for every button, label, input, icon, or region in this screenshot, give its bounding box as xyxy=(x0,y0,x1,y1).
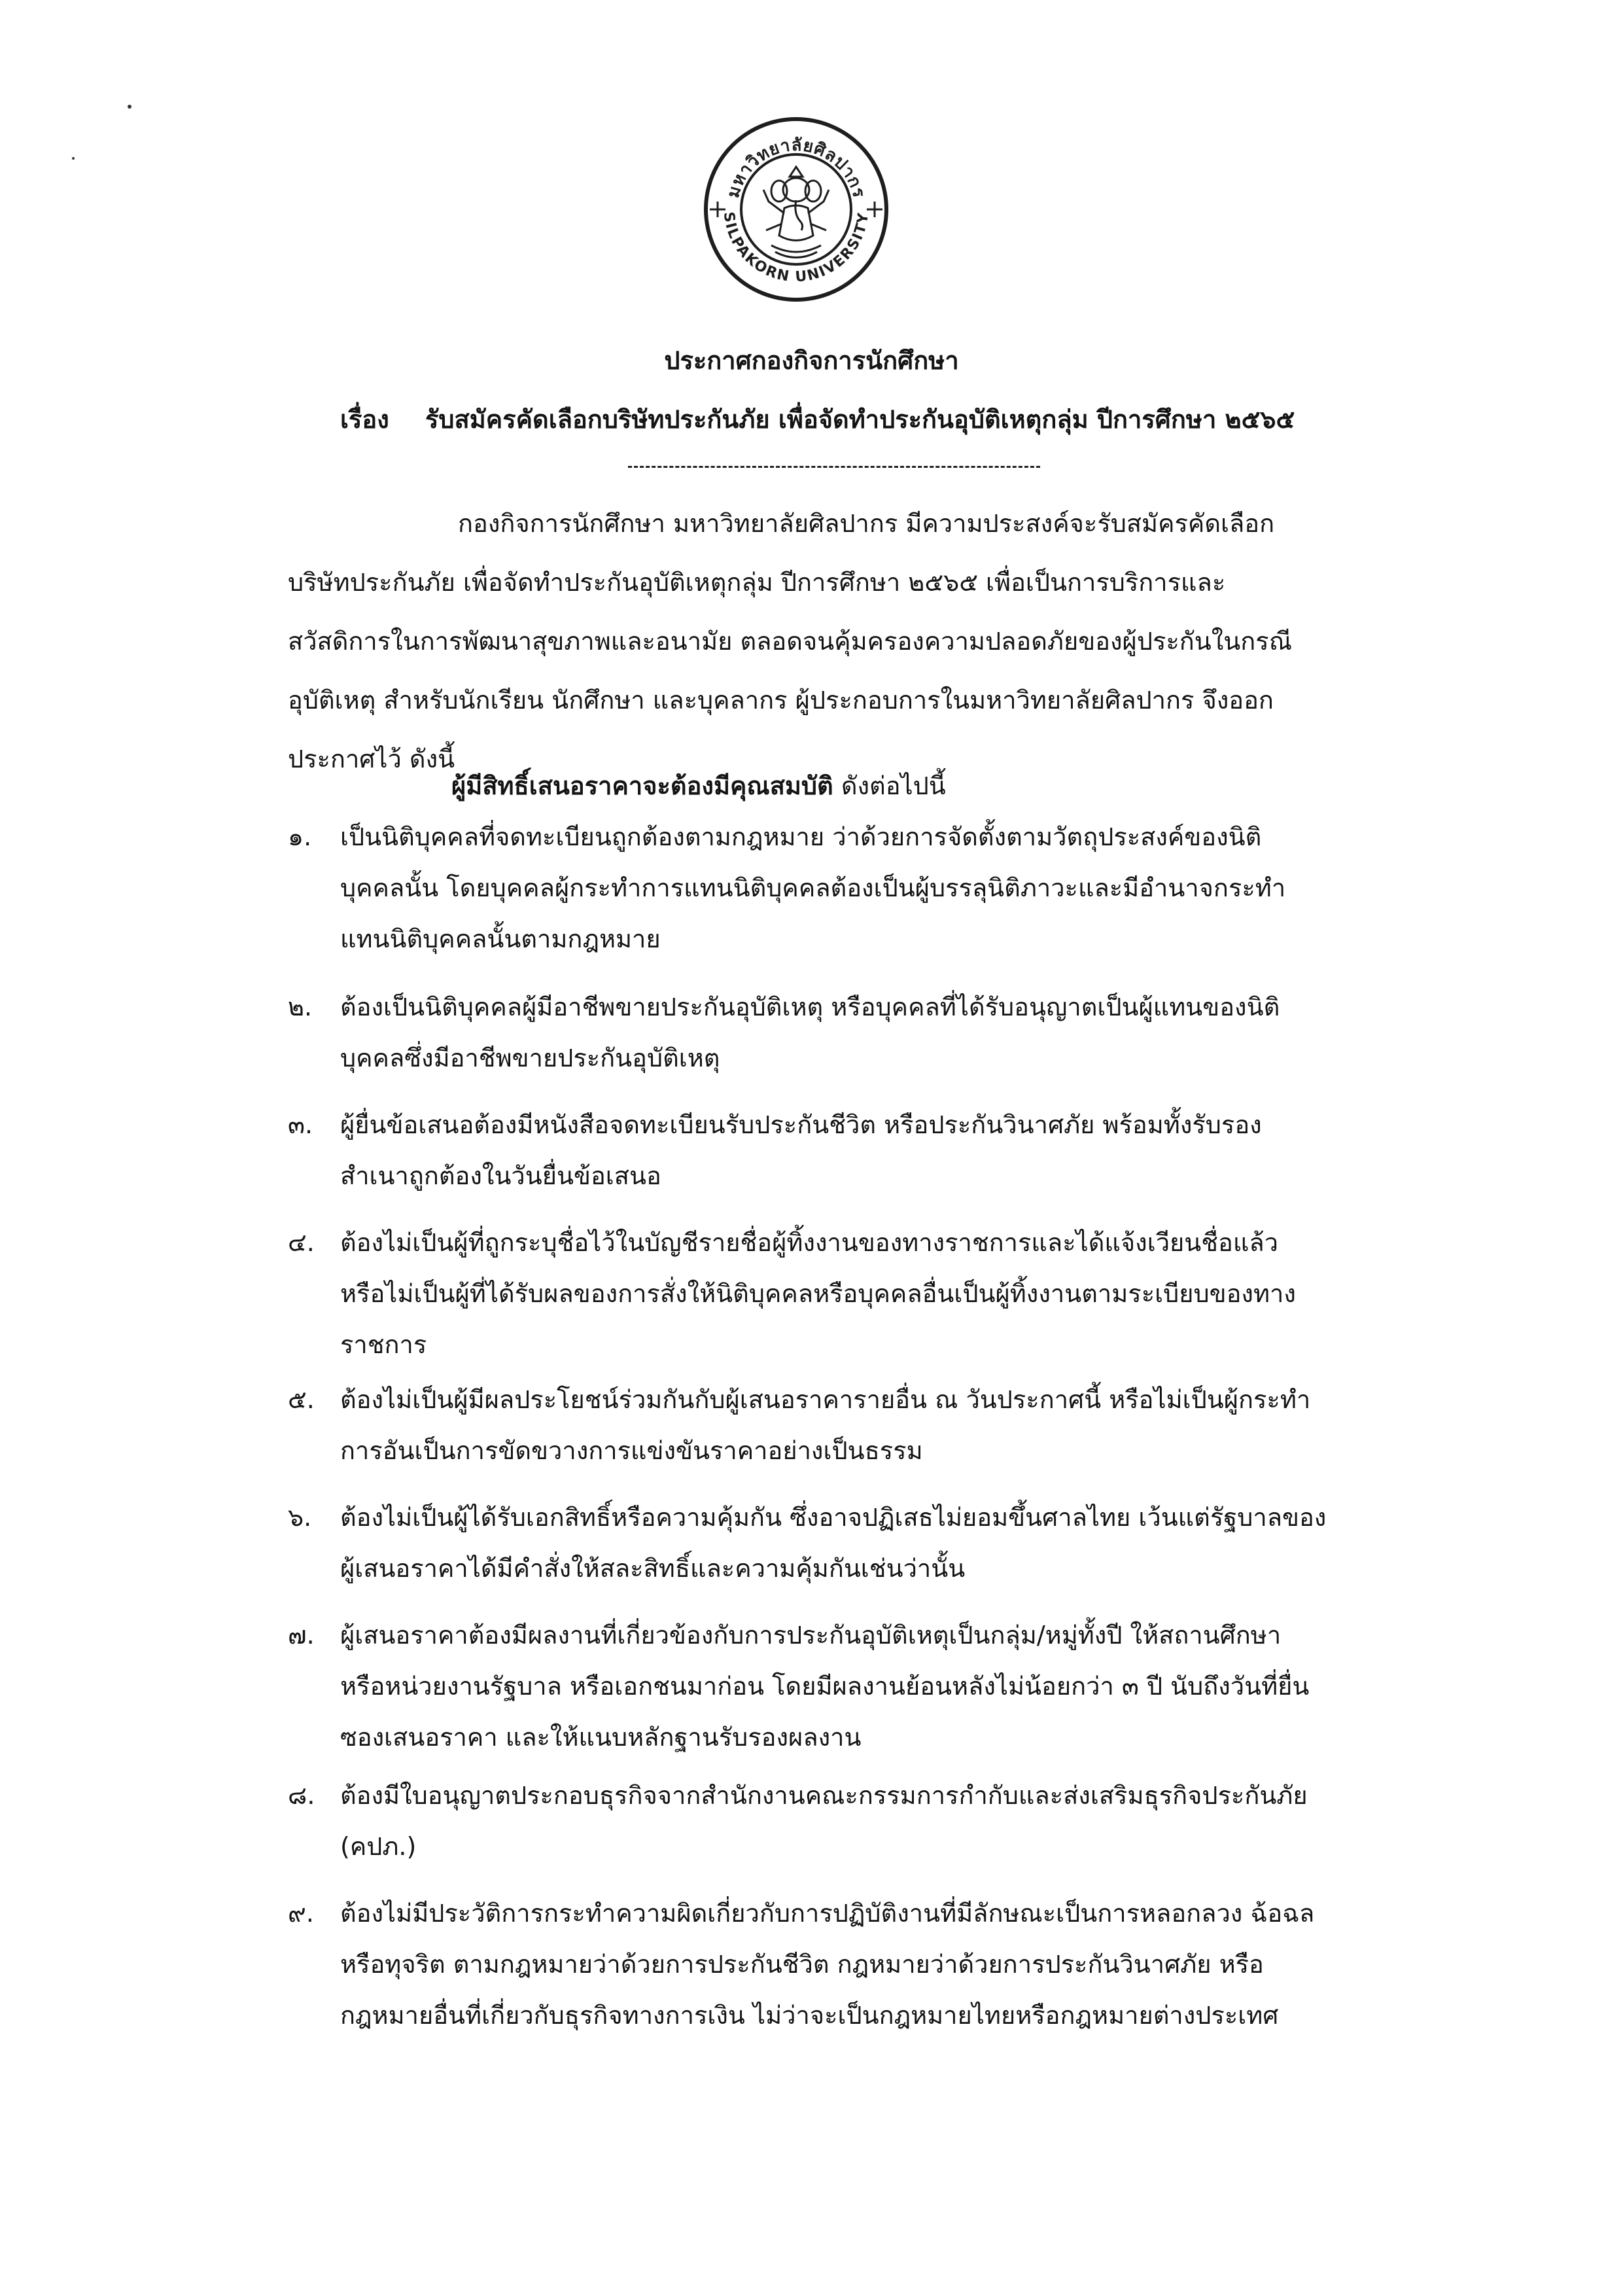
item-number: ๑. xyxy=(288,822,312,851)
qualifications-heading xyxy=(451,766,946,805)
item-line: กฎหมายอื่นที่เกี่ยวกับธุรกิจทางการเงิน ไม่ว่าจะเป็นกฎหมายไทยหรือกฎหมายต่างประเทศ xyxy=(340,2001,1279,2030)
item-line: ราชการ xyxy=(340,1330,427,1359)
seal-bottom-text: SILPAKORN UNIVERSITY xyxy=(720,211,873,286)
subject-line xyxy=(340,399,1295,439)
item-line: (คปภ.) xyxy=(340,1832,417,1861)
scan-speck xyxy=(128,105,131,109)
item-line: การอันเป็นการขัดขวางการแข่งขันราคาอย่างเป็นธรรม xyxy=(340,1436,923,1465)
qualifications-heading-rest: ดังต่อไปนี้ xyxy=(841,771,946,800)
intro-line: กองกิจการนักศึกษา มหาวิทยาลัยศิลปากร มีความประสงค์จะรับสมัครคัดเลือก xyxy=(458,509,1275,538)
item-line: หรือทุจริต ตามกฎหมายว่าด้วยการประกันชีวิต กฎหมายว่าด้วยการประกันวินาศภัย หรือ xyxy=(340,1950,1264,1979)
item-line: สำเนาถูกต้องในวันยื่นข้อเสนอ xyxy=(340,1161,661,1190)
qualifications-heading-bold: ผู้มีสิทธิ์เสนอราคาจะต้องมีคุณสมบัติ xyxy=(451,771,833,800)
dashed-separator xyxy=(628,466,1040,468)
item-number: ๘. xyxy=(288,1781,315,1810)
item-number: ๕. xyxy=(288,1385,315,1414)
item-number: ๗. xyxy=(288,1621,315,1650)
item-line: ต้องไม่เป็นผู้ได้รับเอกสิทธิ์หรือความคุ้มกัน ซึ่งอาจปฏิเสธไม่ยอมขึ้นศาลไทย เว้นแต่รัฐบาลของ xyxy=(340,1503,1327,1532)
item-line: ต้องเป็นนิติบุคคลผู้มีอาชีพขายประกันอุบัติเหตุ หรือบุคคลที่ได้รับอนุญาตเป็นผู้แทนของนิติ xyxy=(340,993,1280,1021)
item-number: ๖. xyxy=(288,1503,312,1532)
item-line: ต้องไม่เป็นผู้ที่ถูกระบุชื่อไว้ในบัญชีรายชื่อผู้ทิ้งงานของทางราชการและได้แจ้งเวียนชื่อแล้ว xyxy=(340,1228,1278,1257)
intro-line: อุบัติเหตุ สำหรับนักเรียน นักศึกษา และบุคลากร ผู้ประกอบการในมหาวิทยาลัยศิลปากร จึงออก xyxy=(288,686,1274,715)
item-number: ๔. xyxy=(288,1228,315,1257)
item-line: ผู้เสนอราคาต้องมีผลงานที่เกี่ยวข้องกับการประกันอุบัติเหตุเป็นกลุ่ม/หมู่ทั้งปี ให้สถานศึกษา xyxy=(340,1621,1282,1650)
intro-line: ประกาศไว้ ดังนี้ xyxy=(288,745,455,773)
item-line: เป็นนิติบุคคลที่จดทะเบียนถูกต้องตามกฎหมาย ว่าด้วยการจัดตั้งตามวัตถุประสงค์ของนิติ xyxy=(340,822,1262,851)
item-line: บุคคลซึ่งมีอาชีพขายประกันอุบัติเหตุ xyxy=(340,1044,720,1072)
item-line: ผู้เสนอราคาได้มีคำสั่งให้สละสิทธิ์และความคุ้มกันเช่นว่านั้น xyxy=(340,1554,966,1583)
item-number: ๙. xyxy=(288,1899,314,1928)
item-line: ต้องมีใบอนุญาตประกอบธุรกิจจากสำนักงานคณะกรรมการกำกับและส่งเสริมธุรกิจประกันภัย xyxy=(340,1781,1308,1810)
intro-paragraph xyxy=(288,494,1348,788)
item-line: ต้องไม่เป็นผู้มีผลประโยชน์ร่วมกันกับผู้เสนอราคารายอื่น ณ วันประกาศนี้ หรือไม่เป็นผู้กระทำ xyxy=(340,1385,1311,1414)
item-line: หรือหน่วยงานรัฐบาล หรือเอกชนมาก่อน โดยมีผลงานย้อนหลังไม่น้อยกว่า ๓ ปี นับถึงวันที่ยื่น xyxy=(340,1672,1310,1701)
subject-label: เรื่อง xyxy=(340,405,389,434)
item-line: ผู้ยื่นข้อเสนอต้องมีหนังสือจดทะเบียนรับประกันชีวิต หรือประกันวินาศภัย พร้อมทั้งรับรอง xyxy=(340,1110,1262,1139)
item-line: ต้องไม่มีประวัติการกระทำความผิดเกี่ยวกับการปฏิบัติงานที่มีลักษณะเป็นการหลอกลวง ฉ้อฉล xyxy=(340,1899,1315,1928)
item-number: ๓. xyxy=(288,1110,313,1139)
ganesha-emblem-icon xyxy=(763,167,829,258)
intro-line: บริษัทประกันภัย เพื่อจัดทำประกันอุบัติเหตุกลุ่ม ปีการศึกษา ๒๕๖๕ เพื่อเป็นการบริการและ xyxy=(288,568,1226,597)
item-line: แทนนิติบุคคลนั้นตามกฎหมาย xyxy=(340,925,661,953)
item-number: ๒. xyxy=(288,993,313,1021)
item-line: ซองเสนอราคา และให้แนบหลักฐานรับรองผลงาน xyxy=(340,1723,862,1752)
university-seal-logo xyxy=(698,111,894,308)
seal-top-text: มหาวิทยาลัยศิลปากร xyxy=(723,135,869,200)
announcement-title: ประกาศกองกิจการนักศึกษา xyxy=(664,346,959,375)
scan-speck xyxy=(72,157,75,160)
intro-line: สวัสดิการในการพัฒนาสุขภาพและอนามัย ตลอดจนคุ้มครองความปลอดภัยของผู้ประกันในกรณี xyxy=(288,627,1292,656)
item-line: บุคคลนั้น โดยบุคคลผู้กระทำการแทนนิติบุคคลต้องเป็นผู้บรรลุนิติภาวะและมีอำนาจกระทำ xyxy=(340,874,1286,902)
item-line: หรือไม่เป็นผู้ที่ได้รับผลของการสั่งให้นิติบุคคลหรือบุคคลอื่นเป็นผู้ทิ้งงานตามระเบียบของทาง xyxy=(340,1279,1296,1308)
subject-text: รับสมัครคัดเลือกบริษัทประกันภัย เพื่อจัดทำประกันอุบัติเหตุกลุ่ม ปีการศึกษา ๒๕๖๕ xyxy=(425,405,1295,434)
